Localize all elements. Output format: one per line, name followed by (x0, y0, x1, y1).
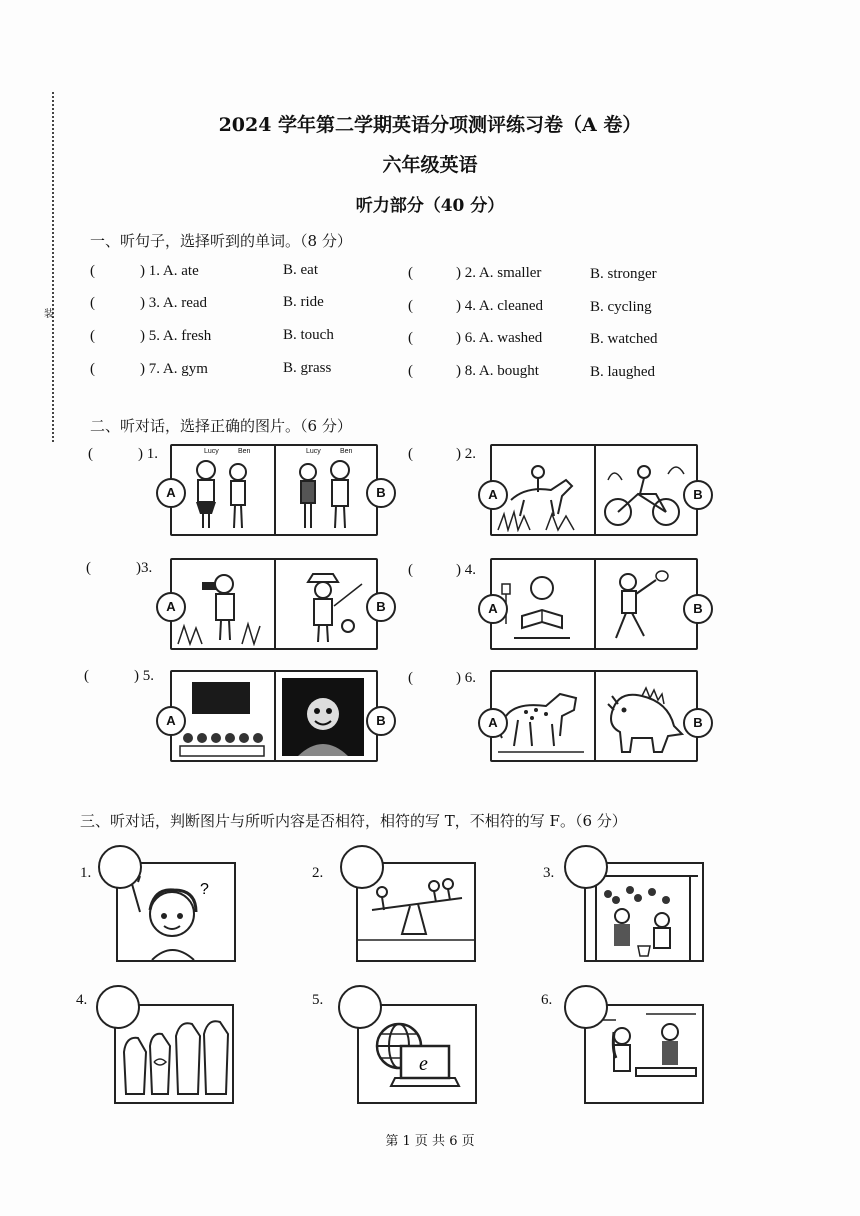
question-1: ) 1. A. ate (140, 263, 199, 279)
judge-question-3: 3. (543, 865, 555, 881)
picture-card-3 (170, 558, 378, 650)
judge-question-2: 2. (312, 865, 324, 881)
question-5-option-b: B. touch (283, 327, 334, 343)
option-a-badge[interactable]: A (478, 708, 508, 738)
name-label-ben: Ben (238, 448, 251, 455)
question-7-option-b: B. grass (283, 360, 332, 376)
picture-card-5 (170, 670, 378, 762)
answer-circle[interactable] (564, 985, 608, 1029)
option-b-badge[interactable]: B (683, 480, 713, 510)
boy-with-binoculars-picture (176, 564, 270, 644)
name-label-lucy: Lucy (204, 448, 219, 455)
boy-fishing-picture (278, 564, 372, 644)
cinema-audience-picture (176, 676, 270, 756)
answer-paren[interactable]: ( (408, 330, 413, 346)
question-6-option-b: B. watched (590, 331, 658, 347)
judge-question-6: 6. (541, 992, 553, 1008)
answer-paren[interactable]: ( (90, 295, 95, 311)
option-b-badge[interactable]: B (366, 478, 396, 508)
section2-heading: 二、听对话，选择正确的图片。（6 分） (90, 417, 352, 435)
answer-paren[interactable]: ( (86, 560, 91, 576)
answer-paren[interactable]: ( (408, 363, 413, 379)
leopard-picture (496, 676, 590, 756)
boy-reading-picture (496, 564, 590, 644)
boy-playing-badminton-picture (598, 564, 692, 644)
question-4-option-b: B. cycling (590, 299, 652, 315)
svg-text:e: e (419, 1053, 428, 1075)
two-children-picture (278, 450, 372, 530)
svg-text:?: ? (200, 881, 209, 898)
page-title: 2024 学年第二学期英语分项测评练习卷（A 卷） (218, 114, 642, 136)
option-a-badge[interactable]: A (478, 594, 508, 624)
name-label-ben: Ben (340, 448, 353, 455)
picture-question-1: ) 1. (138, 446, 158, 462)
answer-circle[interactable] (98, 845, 142, 889)
answer-circle[interactable] (564, 845, 608, 889)
answer-paren[interactable]: ( (88, 446, 93, 462)
question-7: ) 7. A. gym (140, 361, 208, 377)
question-8: ) 8. A. bought (456, 363, 539, 379)
dinosaur-picture (598, 676, 692, 756)
answer-paren[interactable]: ( (408, 670, 413, 686)
question-6: ) 6. A. washed (456, 330, 543, 346)
option-b-badge[interactable]: B (366, 706, 396, 736)
picture-question-3: )3. (136, 560, 153, 576)
answer-paren[interactable]: ( (408, 298, 413, 314)
option-a-badge[interactable]: A (156, 706, 186, 736)
question-3: ) 3. A. read (140, 295, 208, 311)
judge-question-5: 5. (312, 992, 324, 1008)
picture-card-1 (170, 444, 378, 536)
picture-question-6: ) 6. (456, 670, 476, 686)
answer-circle[interactable] (96, 985, 140, 1029)
answer-paren[interactable]: ( (408, 562, 413, 578)
question-2: ) 2. A. smaller (456, 265, 542, 281)
question-2-option-b: B. stronger (590, 266, 657, 282)
option-b-badge[interactable]: B (683, 594, 713, 624)
binding-dotted-line (52, 92, 54, 442)
question-1-option-b: B. eat (283, 262, 318, 278)
question-3-option-b: B. ride (283, 294, 324, 310)
answer-paren[interactable]: ( (408, 446, 413, 462)
two-children-picture (176, 450, 270, 530)
answer-paren[interactable]: ( (90, 328, 95, 344)
question-5: ) 5. A. fresh (140, 328, 212, 344)
option-b-badge[interactable]: B (683, 708, 713, 738)
picture-question-2: ) 2. (456, 446, 476, 462)
part-title: 听力部分（40 分） (355, 196, 505, 216)
picture-question-5: ) 5. (134, 668, 154, 684)
picture-question-4: ) 4. (456, 562, 476, 578)
answer-paren[interactable]: ( (90, 263, 95, 279)
answer-circle[interactable] (338, 985, 382, 1029)
horse-riding-picture (496, 450, 590, 530)
answer-paren[interactable]: ( (408, 265, 413, 281)
answer-paren[interactable]: ( (90, 361, 95, 377)
grade-title: 六年级英语 (382, 154, 478, 176)
option-a-badge[interactable]: A (156, 478, 186, 508)
section1-heading: 一、听句子，选择听到的单词。（8 分） (90, 232, 352, 250)
answer-circle[interactable] (340, 845, 384, 889)
option-a-badge[interactable]: A (478, 480, 508, 510)
option-a-badge[interactable]: A (156, 592, 186, 622)
binding-side-mark: 装 (44, 309, 54, 320)
section3-heading: 三、听对话，判断图片与所听内容是否相符，相符的写 T，不相符的写 F。（6 分） (80, 812, 627, 830)
name-label-lucy: Lucy (306, 448, 321, 455)
page-number-footer: 第 1 页 共 6 页 (385, 1134, 475, 1149)
judge-question-1: 1. (80, 865, 92, 881)
picture-card-4 (490, 558, 698, 650)
picture-card-2 (490, 444, 698, 536)
question-8-option-b: B. laughed (590, 364, 655, 380)
movie-poster-picture (278, 676, 372, 756)
picture-card-6 (490, 670, 698, 762)
option-b-badge[interactable]: B (366, 592, 396, 622)
judge-question-4: 4. (76, 992, 88, 1008)
cycling-picture (598, 450, 692, 530)
answer-paren[interactable]: ( (84, 668, 89, 684)
question-4: ) 4. A. cleaned (456, 298, 544, 314)
